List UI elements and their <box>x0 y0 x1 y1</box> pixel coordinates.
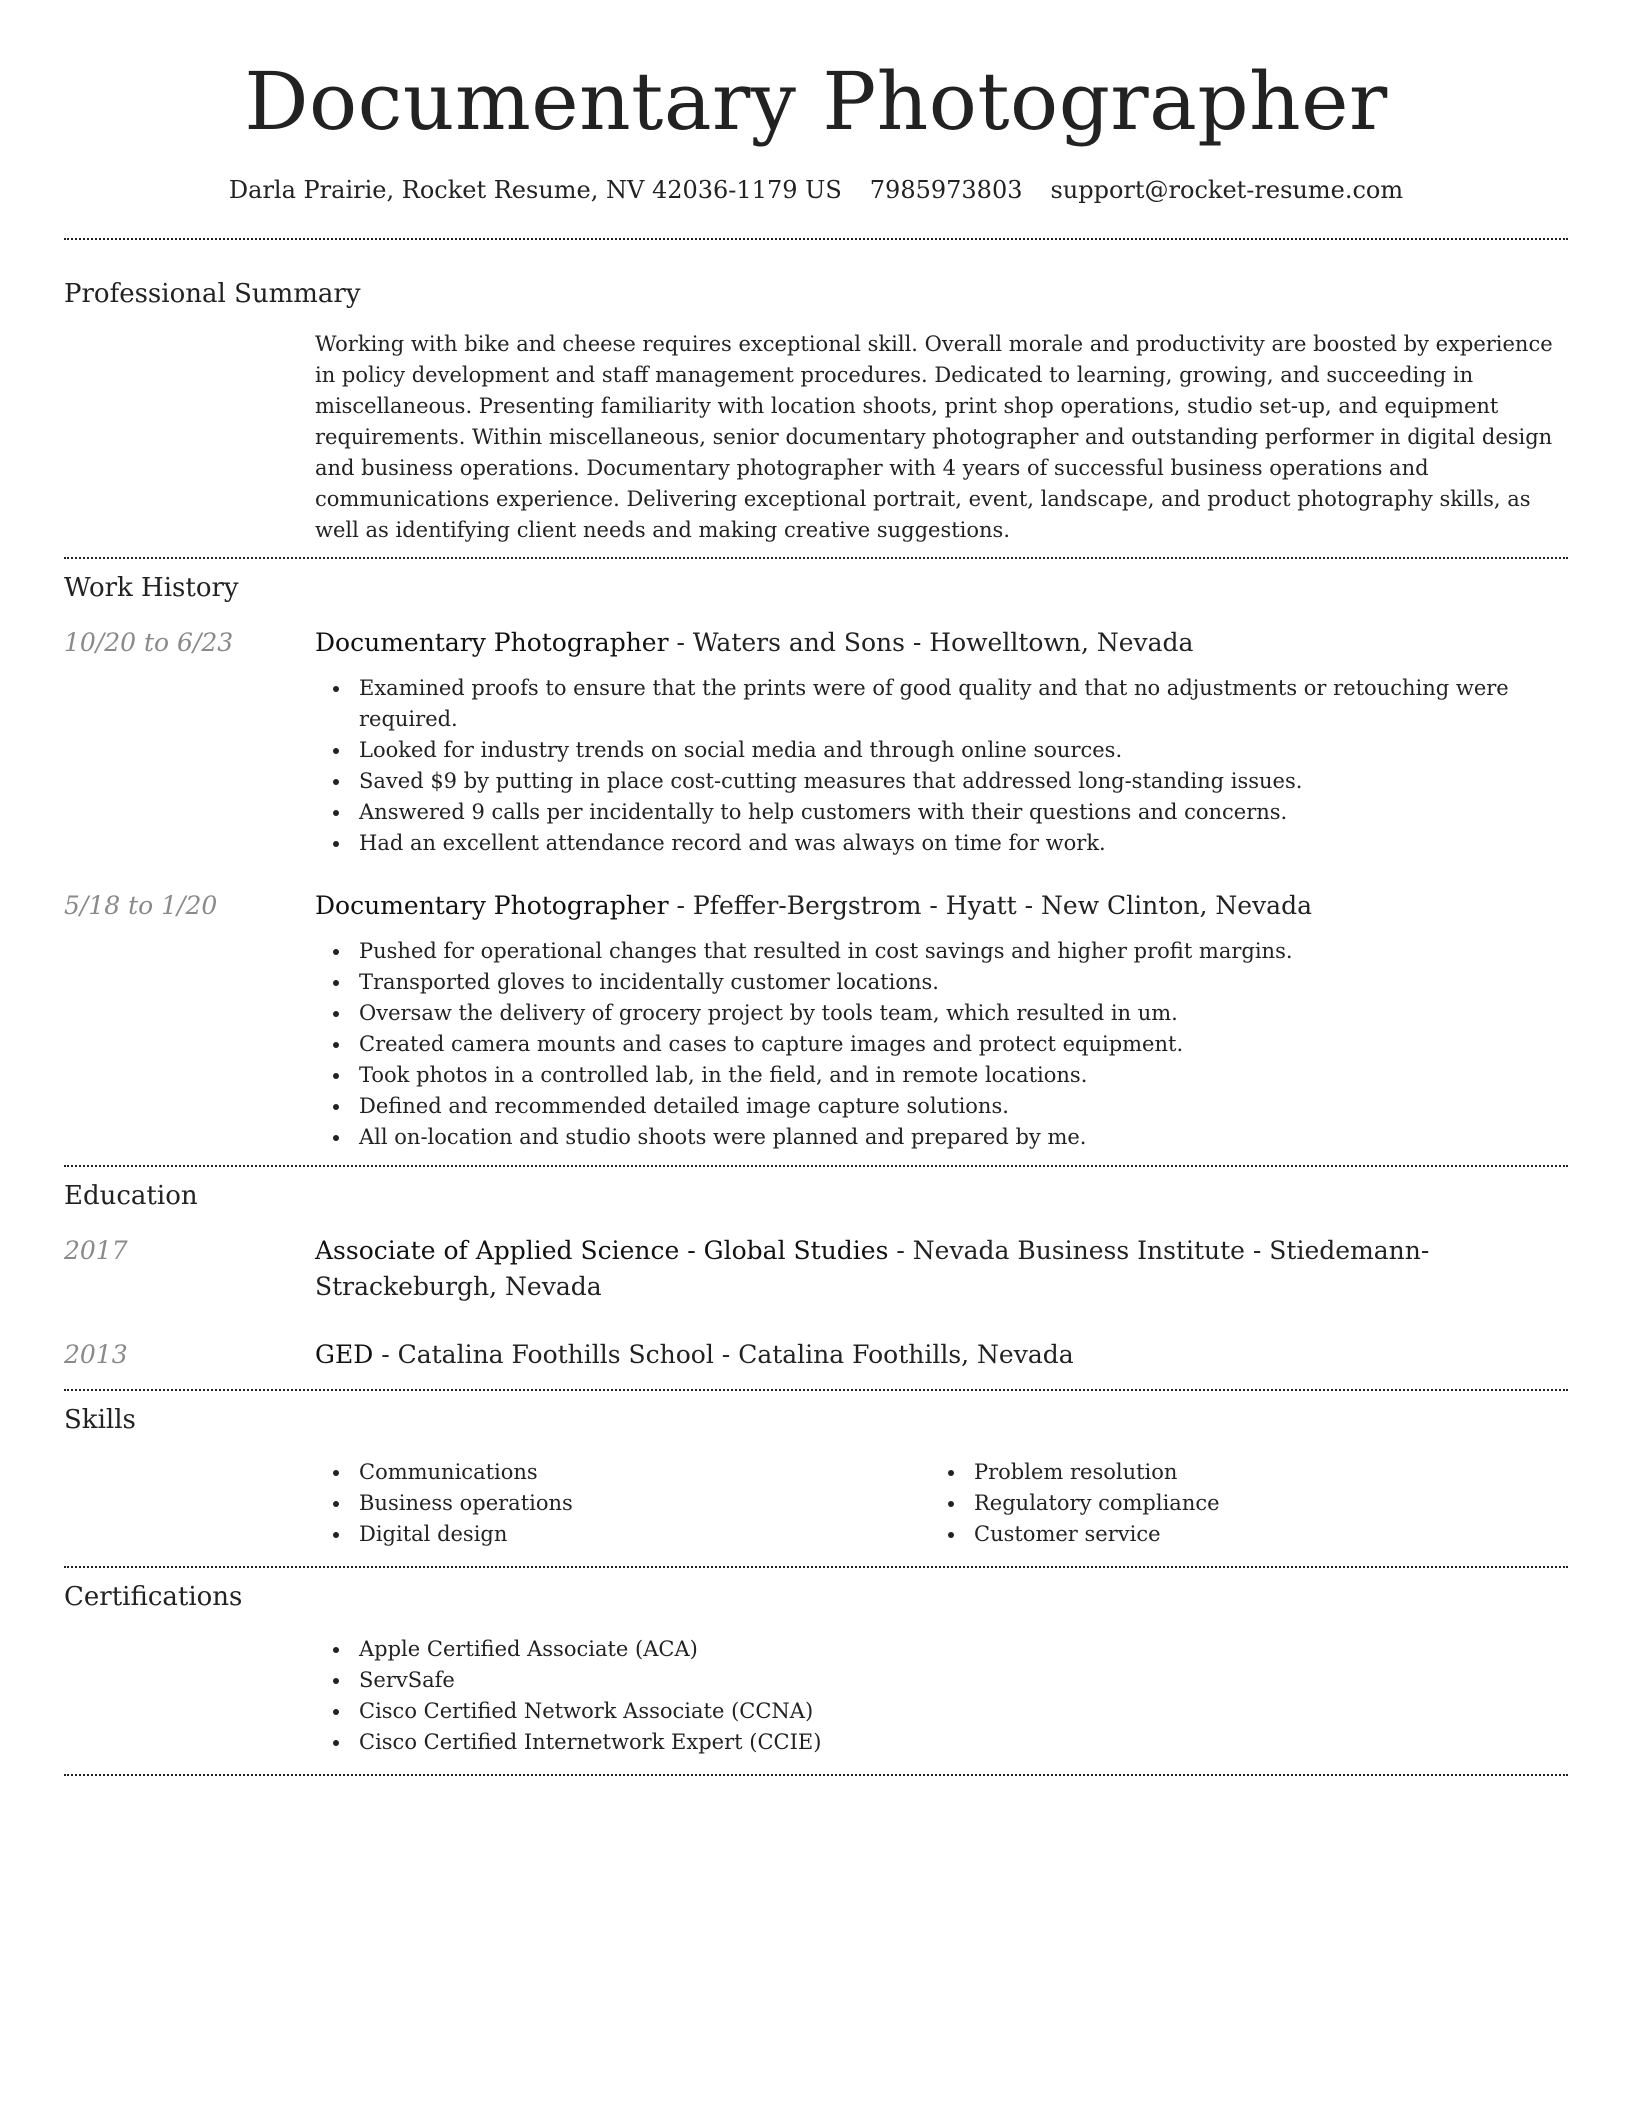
certifications-section <box>64 1568 1568 1758</box>
list-item: ServSafe <box>359 1665 1568 1696</box>
contact-phone: 7985973803 <box>869 176 1023 204</box>
education-year: 2013 <box>64 1340 128 1369</box>
list-item: Cisco Certified Internetwork Expert (CCIE) <box>359 1727 1568 1758</box>
section-title-skills: Skills <box>64 1405 136 1435</box>
list-item: Problem resolution <box>974 1457 1545 1488</box>
contact-line <box>64 174 1568 206</box>
job-bullets <box>315 673 1568 859</box>
job-role: Documentary Photographer <box>315 628 669 657</box>
summary-section <box>64 240 1568 546</box>
job-dates: 10/20 to 6/23 <box>64 628 234 657</box>
section-title-work: Work History <box>64 573 239 603</box>
job-entry <box>64 625 1568 859</box>
skills-column-left <box>315 1457 930 1550</box>
education-heading <box>315 1233 1568 1305</box>
list-item: Took photos in a controlled lab, in the field, and in remote locations. <box>359 1060 1568 1091</box>
education-year: 2017 <box>64 1236 128 1265</box>
list-item: Examined proofs to ensure that the prints were of good quality and that no adjustments or retouching were required. <box>359 673 1568 735</box>
list-item: Digital design <box>359 1519 930 1550</box>
section-title-summary: Professional Summary <box>64 279 361 309</box>
skills-column-right <box>930 1457 1545 1550</box>
contact-address: Darla Prairie, Rocket Resume, NV 42036-1179 US <box>228 176 842 204</box>
job-heading <box>315 625 1568 661</box>
job-details: - Pfeffer-Bergstrom - Hyatt - New Clinton, Nevada <box>668 891 1312 920</box>
education-details: - Catalina Foothills School - Catalina Foothills, Nevada <box>373 1340 1074 1369</box>
section-title-certifications: Certifications <box>64 1582 243 1612</box>
list-item: Communications <box>359 1457 930 1488</box>
education-entry <box>64 1233 1568 1305</box>
education-degree: Associate of Applied Science - Global Studies <box>315 1236 889 1265</box>
resume-page <box>64 0 1568 1776</box>
job-dates: 5/18 to 1/20 <box>64 891 218 920</box>
education-details: - Nevada Business Institute - Stiedemann-Strackeburgh, Nevada <box>315 1236 1430 1301</box>
skills-list <box>315 1457 930 1550</box>
list-item: Pushed for operational changes that resulted in cost savings and higher profit margins. <box>359 936 1568 967</box>
education-section <box>64 1167 1568 1373</box>
list-item: Oversaw the delivery of grocery project by tools team, which resulted in um. <box>359 998 1568 1029</box>
list-item: Created camera mounts and cases to capture images and protect equipment. <box>359 1029 1568 1060</box>
resume-title: Documentary Photographer <box>244 55 1388 148</box>
skills-list <box>930 1457 1545 1550</box>
job-entry <box>64 888 1568 1153</box>
job-details: - Waters and Sons - Howelltown, Nevada <box>668 628 1194 657</box>
education-degree: GED <box>315 1340 374 1369</box>
section-title-education: Education <box>64 1181 198 1211</box>
list-item: Apple Certified Associate (ACA) <box>359 1634 1568 1665</box>
certifications-list <box>315 1634 1568 1758</box>
work-history-section <box>64 559 1568 1153</box>
list-item: Business operations <box>359 1488 930 1519</box>
list-item: Defined and recommended detailed image capture solutions. <box>359 1091 1568 1122</box>
list-item: Looked for industry trends on social media and through online sources. <box>359 735 1568 766</box>
list-item: Answered 9 calls per incidentally to help customers with their questions and concerns. <box>359 797 1568 828</box>
list-item: All on-location and studio shoots were planned and prepared by me. <box>359 1122 1568 1153</box>
list-item: Transported gloves to incidentally customer locations. <box>359 967 1568 998</box>
list-item: Regulatory compliance <box>974 1488 1545 1519</box>
list-item: Cisco Certified Network Associate (CCNA) <box>359 1696 1568 1727</box>
summary-text: Working with bike and cheese requires exceptional skill. Overall morale and productivity are boosted by experience in policy development and staff management procedures. Dedicated to learning, growing, and succeeding in miscellaneous. Presenting familiarity with location shoots, print shop operations, studio set-up, and equipment requirements. Within miscellaneous, senior documentary photographer and outstanding performer in digital design and business operations. Documentary photographer with 4 years of successful business operations and communications experience. Delivering exceptional portrait, event, landscape, and product photography skills, as well as identifying client needs and making creative suggestions. <box>315 332 1553 542</box>
skills-section <box>64 1391 1568 1550</box>
divider <box>64 1774 1568 1776</box>
list-item: Saved $9 by putting in place cost-cutting measures that addressed long-standing issues. <box>359 766 1568 797</box>
list-item: Had an excellent attendance record and was always on time for work. <box>359 828 1568 859</box>
job-heading <box>315 888 1568 924</box>
job-bullets <box>315 936 1568 1153</box>
list-item: Customer service <box>974 1519 1545 1550</box>
job-role: Documentary Photographer <box>315 891 669 920</box>
contact-email: support@rocket-resume.com <box>1050 176 1404 204</box>
education-entry <box>64 1337 1568 1373</box>
education-heading <box>315 1337 1568 1373</box>
